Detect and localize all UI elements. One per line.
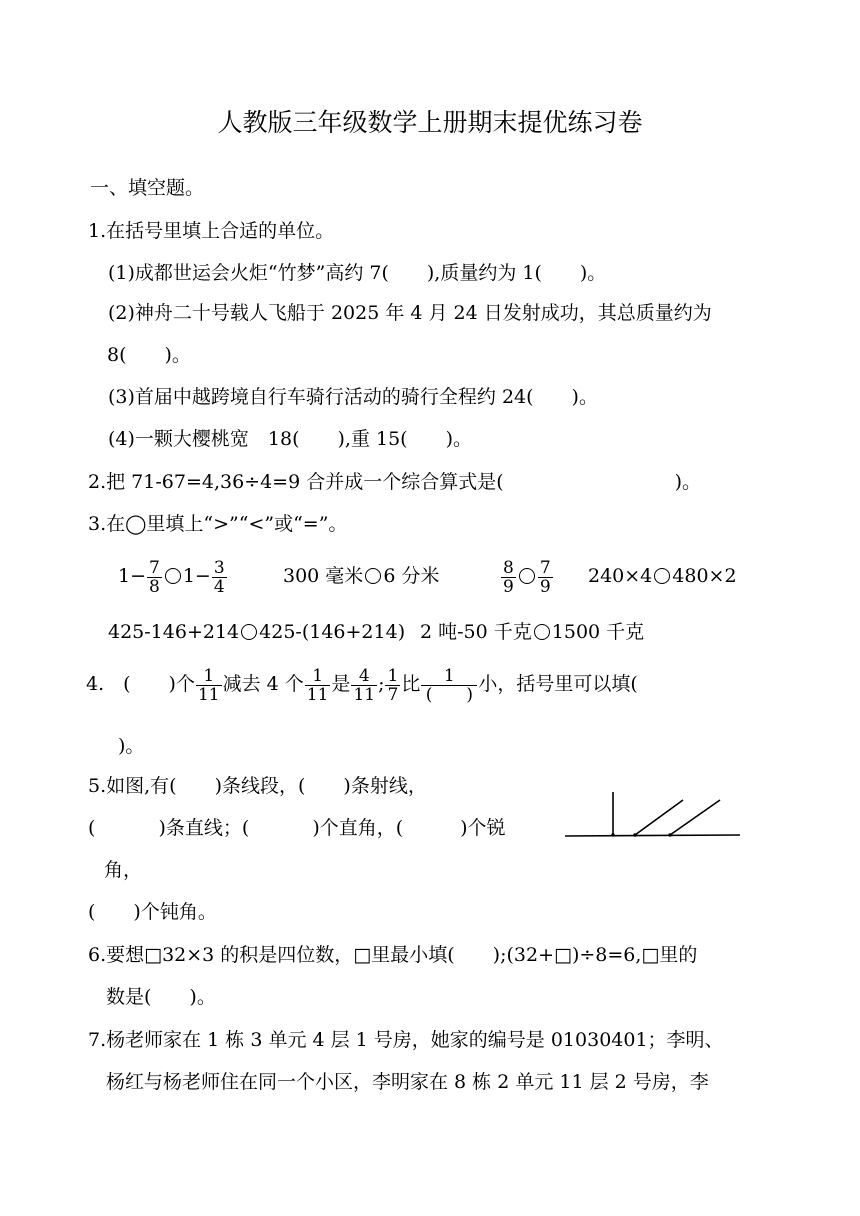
fraction: $\frac{1}{11}$ [197, 665, 220, 705]
fraction: $\frac{7}{9}$ [539, 557, 551, 597]
answer-circle[interactable] [365, 568, 381, 584]
q1-sub3: (3)首届中越跨境自行车骑行活动的骑行全程约 24( )。 [108, 386, 598, 408]
fraction: $\frac{4}{11}$ [353, 665, 376, 705]
answer-circle[interactable] [165, 568, 181, 584]
answer-circle[interactable] [241, 624, 257, 640]
q3-c1-prefix: 1− [118, 565, 147, 587]
q2: 2.把 71-67=4,36÷4=9 合并成一个综合算式是( )。 [88, 471, 702, 493]
q5-line3: 角， [104, 859, 143, 881]
q1-sub1: (1)成都世运会火炬“竹梦”高约 7( ),质量约为 1( )。 [108, 262, 607, 284]
q6-line1: 6.要想□32×3 的积是四位数，□里最小填( );(32+□)÷8=6,□里的 [88, 944, 698, 966]
q1-sub2-line1: (2)神舟二十号载人飞船于 2025 年 4 月 24 日发射成功，其总质量约为 [108, 302, 712, 324]
q1-stem: 1.在括号里填上合适的单位。 [88, 220, 335, 242]
q1-sub2-line2: 8( )。 [107, 344, 191, 366]
q3-stem: 3.在◯里填上“>”“<”或“=”。 [88, 513, 348, 535]
q3-compare-1 [118, 554, 228, 598]
q5-line4: ( )个钝角。 [88, 901, 217, 923]
q3-c1-mid: 1− [182, 565, 211, 587]
fraction: $\frac{1}{11}$ [306, 665, 329, 705]
q1-sub4: (4)一颗大樱桃宽 18( ),重 15( )。 [108, 428, 472, 450]
q7-line2: 杨红与杨老师住在同一个小区，李明家在 8 栋 2 单元 11 层 2 号房，李 [106, 1071, 709, 1093]
section-heading: 一、填空题。 [90, 177, 205, 199]
q6-line2: 数是( )。 [106, 986, 216, 1008]
answer-circle[interactable] [519, 568, 535, 584]
fraction: $\frac{1}{7}$ [387, 665, 399, 705]
q3-compare-5: 425-146+214 425-(146+214) [108, 621, 406, 643]
fraction: $\frac{8}{9}$ [503, 557, 514, 597]
fraction-blank: $\frac{1}{( )}$ [421, 667, 477, 704]
slant-ray-2 [670, 800, 720, 835]
q3-compare-2: 300 毫米 6 分米 [283, 565, 440, 587]
slant-ray-1 [635, 800, 683, 835]
q7-line1: 7.杨老师家在 1 栋 3 单元 4 层 1 号房，她家的编号是 01030401；李明、 [88, 1029, 724, 1051]
base-line [565, 835, 740, 836]
fraction: $\frac{3}{4}$ [213, 557, 225, 597]
point [668, 833, 672, 837]
q4-line2: )。 [118, 735, 145, 757]
q4-line1: 4. ( )个 $\frac{1}{11}$ 减去 4 个 $\frac{1}{11}$ 是 $\frac{4}{11}$ ; $\frac{1}{7}$ 比 $\frac{1}{( )}$ 小，括号里可以填( [86, 665, 638, 705]
answer-circle[interactable] [654, 568, 670, 584]
point [633, 833, 637, 837]
answer-circle[interactable] [534, 624, 550, 640]
q3-compare-4: 240×4 480×2 [588, 565, 737, 587]
q5-line1: 5.如图,有( )条线段，( )条射线， [88, 775, 427, 797]
geometry-figure [560, 788, 750, 848]
q3-compare-6: 2 吨-50 千克 1500 千克 [420, 621, 645, 643]
point [611, 833, 615, 837]
fraction: $\frac{7}{8}$ [149, 557, 160, 597]
page-title: 人教版三年级数学上册期末提优练习卷 [217, 108, 643, 137]
q5-line2: ( )条直线；( )个直角，( )个锐 [88, 817, 506, 839]
q3-compare-3 [500, 554, 554, 598]
